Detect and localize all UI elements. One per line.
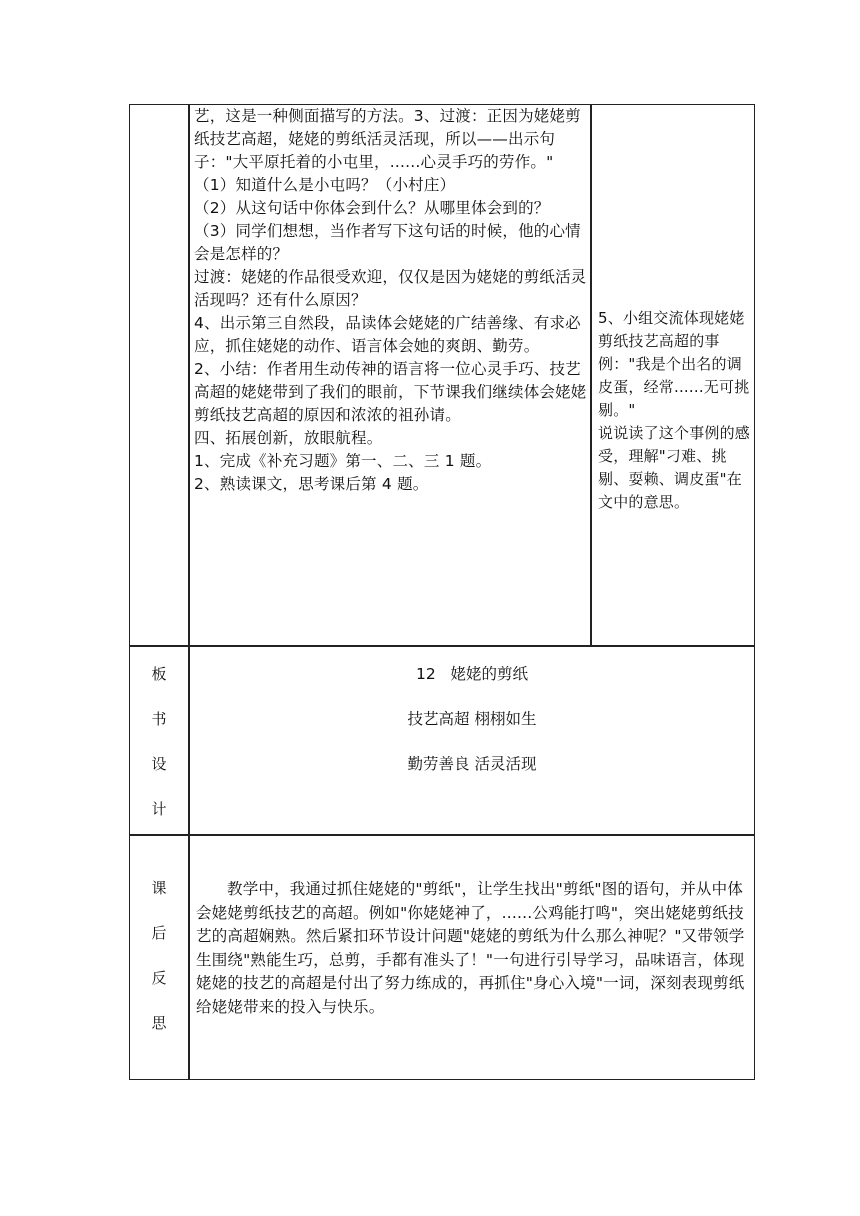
label-char: 书 [151,710,167,728]
process-line: 4、出示第三自然段，品读体会姥姥的广结善缘、有求必应，抓住姥姥的动作、语言体会她的爽朗、勤劳。 [194,314,581,355]
label-char: 后 [151,924,167,942]
label-char: 反 [151,969,167,987]
label-char: 设 [151,755,167,773]
row-divider-reflection [129,834,755,836]
student-activity-cell [598,307,750,514]
row-divider-board [129,645,755,647]
process-line: （1）知道什么是小屯吗？（小村庄） [194,176,456,194]
board-line-2: 勤劳善良 活灵活现 [407,755,537,773]
label-char: 课 [151,879,167,897]
student-line: 5、小组交流体现姥姥剪纸技艺高超的事例："我是个出名的调皮蛋，经常......无可挑剔。" [598,309,750,419]
process-line: 过渡：姥姥的作品很受欢迎，仅仅是因为姥姥的剪纸活灵活现吗？还有什么原因？ [194,268,587,309]
reflection-label [130,866,188,1046]
column-divider-left [188,104,190,1080]
label-char: 板 [151,665,167,683]
process-line: 2、小结：作者用生动传神的语言将一位心灵手巧、技艺高超的姥姥带到了我们的眼前，下节课我们继续体会姥姥剪纸技艺高超的原因和浓浓的祖孙请。 [194,360,587,424]
process-line: 1、完成《补充习题》第一、二、三 1 题。 [194,452,492,470]
process-line: （2）从这句话中你体会到什么？从哪里体会到的？ [194,199,550,217]
label-char: 思 [151,1014,167,1032]
label-char: 计 [151,800,167,818]
board-line-1: 技艺高超 栩栩如生 [407,710,537,728]
process-line: 2、熟读课文，思考课后第 4 题。 [194,475,429,493]
process-line: 四、拓展创新，放眼航程。 [194,429,383,447]
column-divider-right [590,104,592,646]
teaching-process-cell [194,104,590,496]
process-line: （3）同学们想想，当作者写下这句话的时候，他的心情会是怎样的？ [194,222,581,263]
process-line: 艺，这是一种侧面描写的方法。3、过渡：正因为姥姥剪纸技艺高超，姥姥的剪纸活灵活现，所以——出示句子："大平原托着的小屯里，......心灵手巧的劳作。" [194,107,581,171]
student-line: 说说读了这个事例的感受，理解"刁难、挑剔、耍赖、调皮蛋"在文中的意思。 [598,424,751,511]
board-design-label [130,652,188,832]
reflection-text: 教学中，我通过抓住姥姥的"剪纸"，让学生找出"剪纸"图的语句，并从中体会姥姥剪纸技艺的高超。例如"你姥姥神了，......公鸡能打鸣"，突出姥姥剪纸技艺的高超娴熟。然后紧扣环节设计问题"姥姥的剪纸为什么那么神呢？"又带领学生围绕"熟能生巧，总剪，手都有准头了！"一句进行引导学习，品味语言，体现姥姥的技艺的高超是付出了努力练成的，再抓住"身心入境"一词，深刻表现剪纸给姥姥带来的投入与快乐。 [196,880,745,1016]
board-title: 12 姥姥的剪纸 [415,665,528,683]
